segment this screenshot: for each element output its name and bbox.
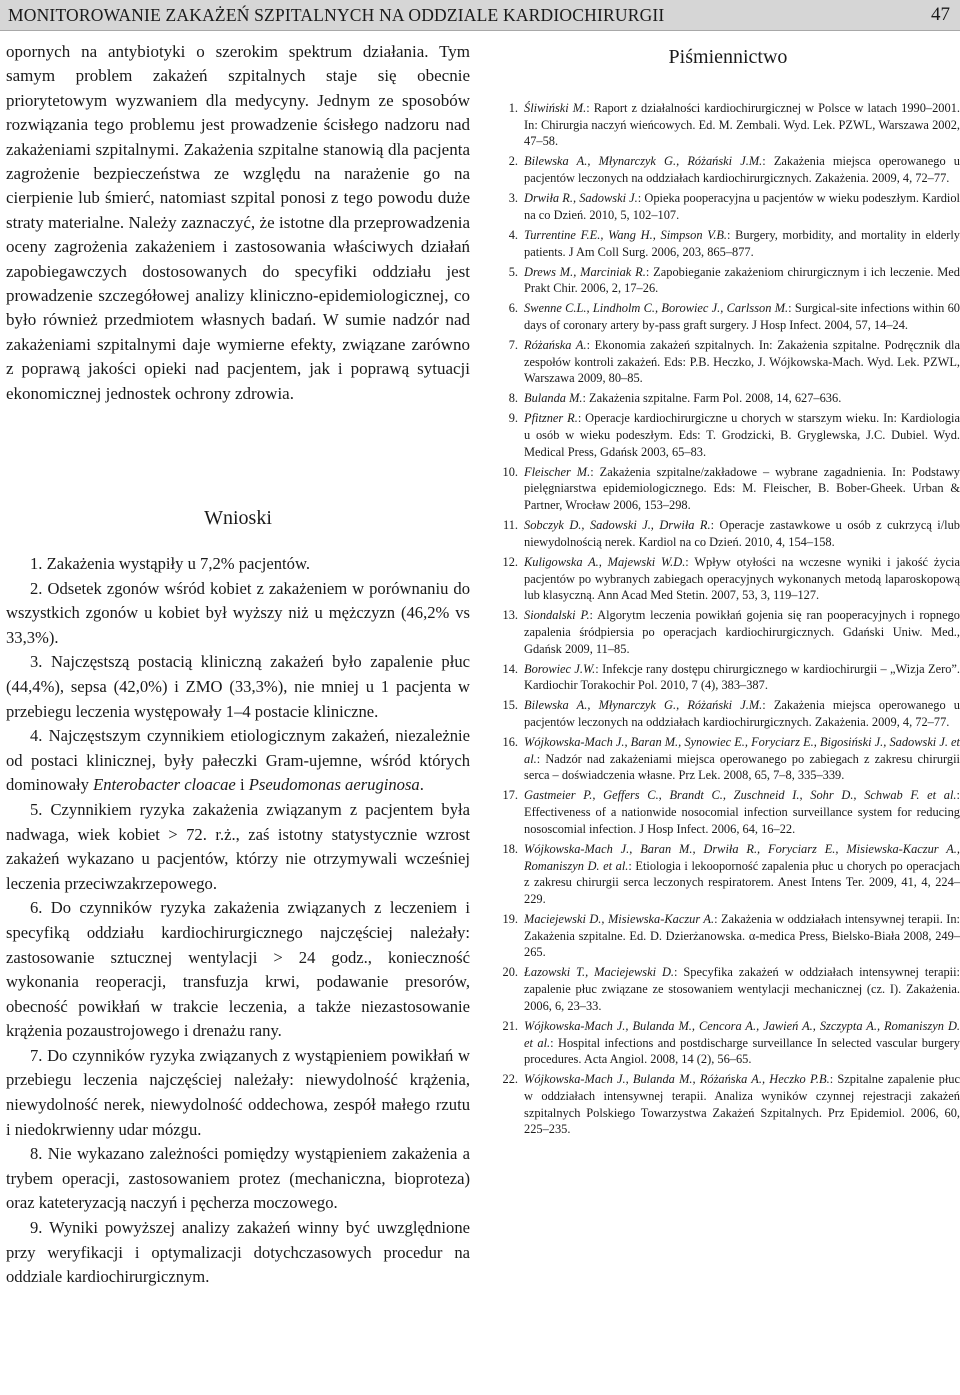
running-header-title: MONITOROWANIE ZAKAŻEŃ SZPITALNYCH NA ODDZIALE KARDIOCHIRURGII [8,5,665,25]
reference-text: : Hospital infections and postdischarge surveillance In selected vascular burgery procedures. Acta Angiol. 2008, 14 (2), 56–65. [524,1035,960,1067]
conclusion-item: 2. Odsetek zgonów wśród kobiet z zakażeniem w porównaniu do wszystkich zgonów u kobiet był wyższy niż u mężczyzn (46,2% vs 33,3%). [6,578,470,647]
conclusions-heading: Wnioski [204,507,272,529]
reference-number: 21. [502,1018,518,1033]
reference-authors: Wójkowska-Mach J., Bulanda M., Cencora A., Jawień A., Szczypta A., Romaniszyn D. et al. [524,1018,960,1050]
reference-text: : Zakażenia miejsca operowanego u pacjentów leczonych na oddziałach kardiochirurgicznych. Zakażenia. 2009, 4, 72–77. [524,154,960,186]
reference-item [496,911,960,961]
reference-number: 12. [502,554,518,569]
reference-text: : Etiologia i lekooporność zapalenia płuc u chorych po operacjach z zakresu chirurgii serca leczonych respiratorem. Anest Intens Ter. 2009, 41, 4, 224–229. [524,858,960,906]
conclusion-item: 9. Wyniki powyższej analizy zakażeń winny być uwzględnione przy weryfikacji i optymalizacji dotychczasowych procedur na oddziale kardiochirurgicznym. [6,1218,470,1287]
reference-item [496,661,960,694]
reference-number: 15. [502,698,518,713]
reference-item [496,1071,960,1138]
reference-item [496,100,960,150]
reference-text: : Zakażenia szpitalne/zakładowe – wybrane zagadnienia. In: Podstawy pielęgniarstwa epidemiologicznego. Eds: M. Fleischer, B. Bober-Gheek. Urban & Partner, Wrocław 2006, 153–298. [524,464,960,513]
reference-authors: Bilewska A., Młynarczyk G., Różański J.M. [524,154,763,169]
reference-item [496,153,960,186]
reference-number: 16. [502,735,518,750]
reference-number: 8. [508,391,518,406]
reference-number: 10. [502,464,518,479]
organism-name: Enterobacter cloacae [93,775,236,795]
reference-text: : Nadzór nad zakażeniami miejsca operowanego po zabiegach z zakresu chirurgii serca – doświadczenia własne. Prz Lek. 2008, 65, 7–8, 335–339. [524,751,960,783]
reference-authors: Drwiła R., Sadowski J. [524,191,638,206]
reference-item [496,464,960,514]
reference-authors: Turrentine F.E., Wang H., Simpson V.B. [524,227,727,242]
reference-authors: Gastmeier P., Geffers C., Brandt C., Zuschneid I., Sohr D., Schwab F. et al. [524,788,957,803]
reference-item [496,1018,960,1068]
reference-number: 2. [508,154,518,169]
reference-authors: Wójkowska-Mach J., Baran M., Drwiła R., Foryciarz E., Misiewska-Kaczur A., Romaniszyn D. et al. [524,841,960,873]
reference-number: 1. [508,101,518,115]
reference-item [496,264,960,297]
reference-number: 11. [502,518,518,533]
reference-number: 4. [508,227,518,242]
reference-number: 14. [502,661,518,676]
reference-authors: Pfitzner R. [524,411,578,426]
reference-item [496,607,960,657]
reference-text: : Zakażenia szpitalne. Farm Pol. 2008, 14, 627–636. [582,391,842,406]
conclusion-item: 3. Najczęstszą postacią kliniczną zakażeń było zapalenie płuc (44,4%), sepsa (42,0%) i ZMO (33,3%), nie mniej u 1 pacjenta w przebiegu leczenia występowały 1–4 postacie kliniczne. [6,652,470,721]
reference-item [496,337,960,387]
reference-authors: Sobczyk D., Sadowski J., Drwiła R. [524,518,711,533]
reference-item [496,554,960,604]
conclusion-item: 8. Nie wykazano zależności pomiędzy wystąpieniem zakażenia a trybem operacji, zastosowaniem protez (mechaniczna, bioproteza) oraz kateteryzacją naczyń i pęcherza moczowego. [6,1144,470,1213]
conclusion-text: . [419,775,424,795]
references-list [496,100,960,1141]
reference-authors: Borowiec J.W. [524,661,596,676]
reference-item [496,787,960,837]
reference-text: : Zakażenia miejsca operowanego u pacjentów leczonych na oddziałach kardiochirurgicznych. Zakażenia. 2009, 4, 72–77. [524,698,960,730]
reference-item [496,734,960,784]
reference-authors: Śliwiński M. [524,101,587,115]
reference-text: : Raport z działalności kardiochirurgicznej w Polsce w latach 1990–2001. In: Chirurgia naczyń wieńcowych. Ed. M. Zembali. Wyd. Lek. PZWL, Warszawa 2002, 47–58. [524,101,960,149]
reference-authors: Drews M., Marciniak R. [524,264,646,279]
reference-authors: Wójkowska-Mach J., Baran M., Synowiec E., Foryciarz E., Bigosiński J., Sadowski J. et al. [524,735,960,766]
reference-text: : Wpływ otyłości na wczesne wyniki i jakość życia pacjentów po wybranych zabiegach operacyjnych wykonanych metodą laparoskopową lub klasyczną. Ann Acad Med Stetin. 2007, 53, 3, 119–127. [524,554,960,603]
page-number: 47 [931,4,950,25]
reference-text: : Operacje kardiochirurgiczne u chorych w starszym wieku. In: Kardiologia u osób w wieku podeszłym. Eds: T. Grodzicki, B. Gryglewska, J.C. Dubiel. Wyd. Medical Press, Gdańsk 2003, 65–83. [524,411,960,459]
conclusion-item: 7. Do czynników ryzyka związanych z wystąpieniem powikłań w przebiegu leczenia najczęściej należały: niewydolność krążenia, niewydolność nerek, niewydolność oddechowa, zespół małego rzutu i niedokrwienny udar mózgu. [6,1045,470,1139]
conclusion-item: 1. Zakażenia wystąpiły u 7,2% pacjentów. [30,554,311,573]
reference-item [496,390,960,407]
reference-number: 13. [502,608,518,623]
reference-item [496,190,960,223]
reference-text: : Burgery, morbidity, and mortality in elderly patients. J Am Coll Surg. 2006, 203, 865–877. [524,227,960,259]
reference-text: : Szpitalne zapalenie płuc w oddziałach intensywnej terapii. Analiza wyników czynnej rejestracji zakażeń szpitalnych Polskiego Towarzystwa Zakażeń Szpitalnych. Prz Epidemiol. 2006, 60, 225–235. [524,1072,960,1137]
running-header [0,0,960,31]
reference-text: : Zapobieganie zakażeniom chirurgicznym i ich leczenie. Med Prakt Chir. 2006, 2, 17–26. [524,264,960,296]
reference-authors: Różańska A. [524,337,587,352]
body-paragraph: opornych na antybiotyki o szerokim spektrum działania. Tym samym problem zakażeń szpitalnych staje się obecnie priorytetowym wyzwaniem dla medycyny. Jednym ze sposobów rozwiązania tego problemu jest prowadzenie ścisłego nadzoru nad zakażeniami szpitalnymi. Zakażenia szpitalne stanowią dla pacjenta zagrożenie bezpieczeństwa ze względu na narażenie go na cierpienie lub śmierć, natomiast szpital ponosi z tego powodu duże straty materialne. Należy zaznaczyć, że istotne dla przeprowadzenia oceny zagrożenia zakażeniem i zastosowania właściwych działań zapobiegawczych dostosowanych do specyfiki oddziału jest prowadzenie szczegółowej analizy kliniczno-epidemiologicznej, co było również przedmiotem własnych badań. W sumie nadzór nad zakażeniami szpitalnymi daje wymierne efekty, związane zarówno z poprawą jakości opieki nad pacjentem, jak i poprawą sytuacji ekonomicznej jednostek ochrony zdrowia. [6,42,470,403]
conclusion-item [6,724,470,798]
reference-text: : Infekcje rany dostępu chirurgicznego w kardiochirurgii – „Wizja Zero”. Kardiochir Torakochir Pol. 2010, 7 (4), 383–387. [524,661,960,693]
organism-name: Pseudomonas aeruginosa [248,775,420,795]
reference-item [496,841,960,908]
conclusion-text: i [235,775,249,795]
reference-authors: Maciejewski D., Misiewska-Kaczur A. [524,911,715,926]
reference-text: : Specyfika zakażeń w oddziałach intensywnej terapii: zapalenie płuc związane ze stosowaniem wentylacji mechanicznej (cz. I). Zakażenia. 2006, 6, 23–33. [524,965,960,1013]
conclusions-list [6,552,470,1290]
reference-text: : Effectiveness of a nationwide nosocomial infection surveillance system for reducing nososcomial infection. J Hosp Infect. 2006, 64, 16–22. [524,788,960,836]
reference-item [496,517,960,550]
reference-number: 20. [502,965,518,980]
reference-number: 6. [508,301,518,316]
reference-text: : Algorytm leczenia powikłań gojenia się ran pooperacyjnych i ropnego zapalenia śródpiersia po operacjach kardiochirurgicznych. Gdański Uniw. Med., Gdańsk 2009, 11–85. [524,608,960,656]
reference-text: : Zakażenia w oddziałach intensywnej terapii. In: Zakażenia szpitalne. Ed. D. Dzierżanowska. α-medica Press, Bielsko-Biała 2008, 249–265. [524,911,960,960]
reference-item [496,300,960,333]
reference-text: : Surgical-site infections within 60 days of coronary artery by-pass graft surgery. J Hosp Infect. 2004, 57, 14–24. [524,301,960,332]
reference-number: 3. [508,191,518,206]
reference-authors: Siondalski P. [524,608,590,623]
reference-item [496,410,960,460]
reference-authors: Kuligowska A., Majewski W.D. [524,554,686,569]
conclusion-item: 6. Do czynników ryzyka zakażenia związanych z leczeniem i specyfiką oddziału kardiochirurgicznego najczęściej należały: zastosowanie sztucznej wentylacji > 24 godz., konieczność wykonania reoperacji, transfuzja krwi, podawanie presorów, obecność powikłań w trakcie leczenia, a także niezastosowanie krążenia pozaustrojowego i drenażu rany. [6,898,470,1041]
reference-text: : Ekonomia zakażeń szpitalnych. In: Zakażenia szpitalne. Podręcznik dla zespołów kontroli zakażeń. Eds: P.B. Heczko, J. Wójkowska-Mach. Wyd. Lek. PZWL, Warszawa 2009, 80–85. [524,337,960,386]
reference-authors: Fleischer M. [524,464,591,479]
conclusion-item: 5. Czynnikiem ryzyka zakażenia związanym z pacjentem była nadwaga, wiek kobiet > 72. r.ż., zaś istotny statystycznie wzrost zakażeń wykazano u pacjentów, którzy nie otrzymywali wcześniej leczenia przeciwzakrzepowego. [6,799,470,893]
reference-number: 7. [508,337,518,352]
reference-text: : Operacje zastawkowe u osób z cukrzycą i/lub niewydolnością nerek. Kardiol na co Dzień. 2010, 4, 154–158. [524,518,960,549]
left-column-body [6,40,470,406]
reference-text: : Opieka pooperacyjna u pacjentów w wieku podeszłym. Kardiol na co Dzień. 2010, 5, 102–107. [524,191,960,222]
reference-item [496,697,960,730]
reference-item [496,227,960,260]
reference-item [496,964,960,1014]
reference-authors: Bilewska A., Młynarczyk G., Różański J.M. [524,698,763,713]
reference-authors: Wójkowska-Mach J., Bulanda M., Różańska A., Heczko P.B. [524,1072,830,1087]
reference-number: 19. [502,911,518,926]
reference-authors: Swenne C.L., Lindholm C., Borowiec J., Carlsson M. [524,301,789,316]
reference-number: 9. [508,411,518,426]
reference-authors: Bulanda M. [524,391,583,406]
references-heading: Piśmiennictwo [668,46,788,68]
conclusion-text: 4. Najczęstszym czynnikiem etiologicznym zakażeń, niezależnie od postaci klinicznej, były pałeczki Gram-ujemne, wśród których dominowały [6,726,470,795]
reference-number: 18. [502,841,518,856]
reference-number: 5. [508,264,518,279]
reference-number: 22. [502,1072,518,1087]
reference-authors: Łazowski T., Maciejewski D. [524,965,675,980]
reference-number: 17. [502,788,518,803]
